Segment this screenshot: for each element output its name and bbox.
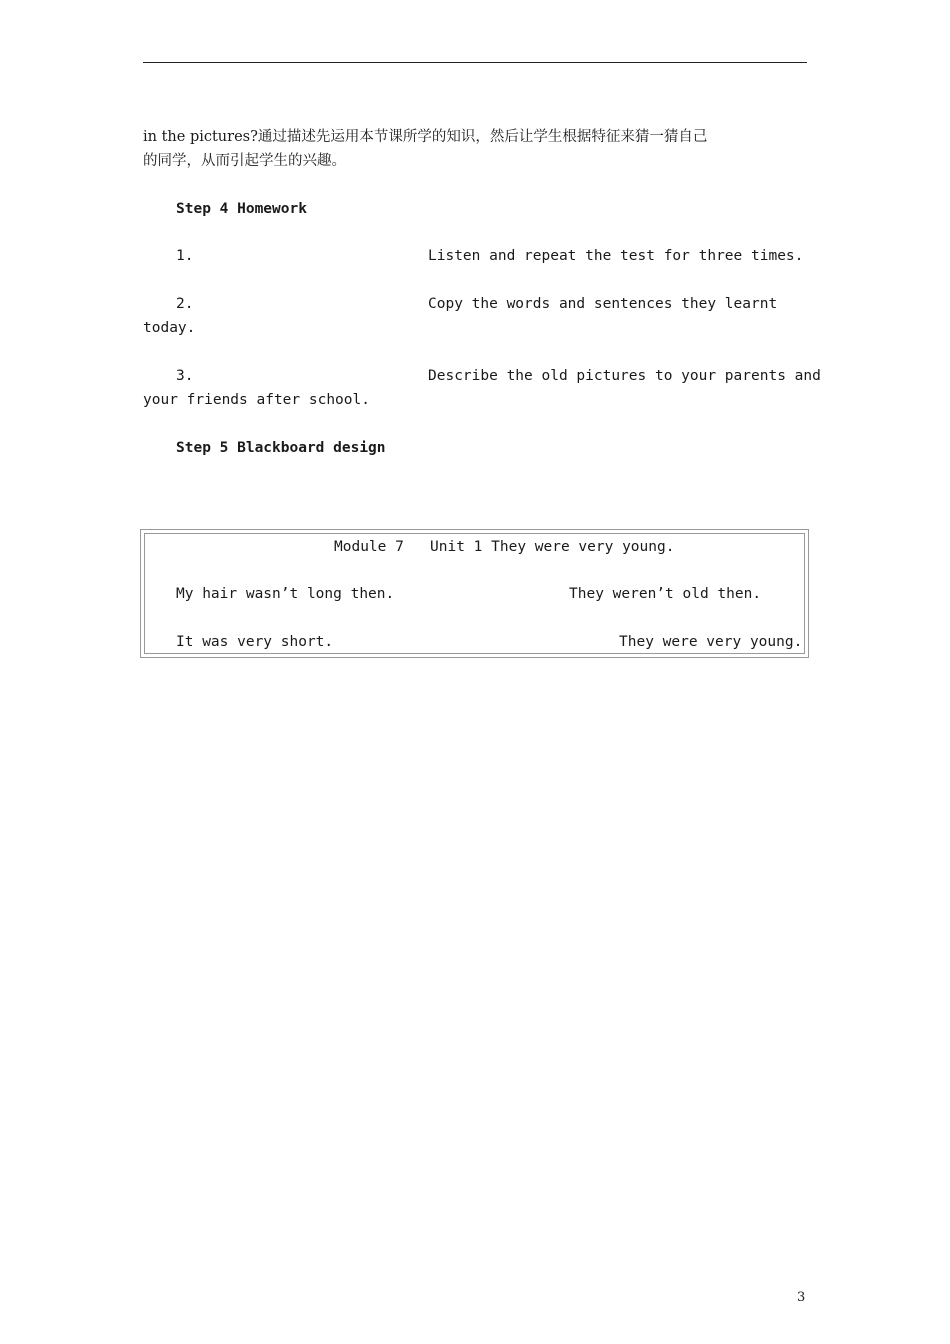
page-number: 3 (797, 1290, 806, 1305)
step5-heading: Step 5 Blackboard design (176, 440, 386, 456)
blackboard-left-line-1: My hair wasn’t long then. (176, 586, 395, 602)
homework-item-2-text: Copy the words and sentences they learnt (428, 296, 778, 312)
intro-line-1: in the pictures?通过描述先运用本节课所学的知识，然后让学生根据特征来猜一猜自己 (143, 129, 708, 145)
header-rule (143, 62, 807, 63)
homework-item-3-continuation: your friends after school. (143, 392, 370, 408)
blackboard-left-line-2: It was very short. (176, 634, 334, 650)
blackboard-title: Module 7 Unit 1 They were very young. (334, 539, 675, 555)
homework-item-1-text: Listen and repeat the test for three times. (428, 248, 804, 264)
homework-item-3-text: Describe the old pictures to your parents and (428, 368, 821, 384)
homework-item-2-number: 2. (176, 296, 194, 312)
blackboard-right-line-2: They were very young. (619, 634, 803, 650)
intro-line-2: 的同学，从而引起学生的兴趣。 (143, 153, 346, 169)
blackboard-right-line-1: They weren’t old then. (569, 586, 762, 602)
homework-item-3-number: 3. (176, 368, 194, 384)
homework-item-2-continuation: today. (143, 320, 196, 336)
homework-item-1-number: 1. (176, 248, 194, 264)
step4-heading: Step 4 Homework (176, 201, 307, 217)
